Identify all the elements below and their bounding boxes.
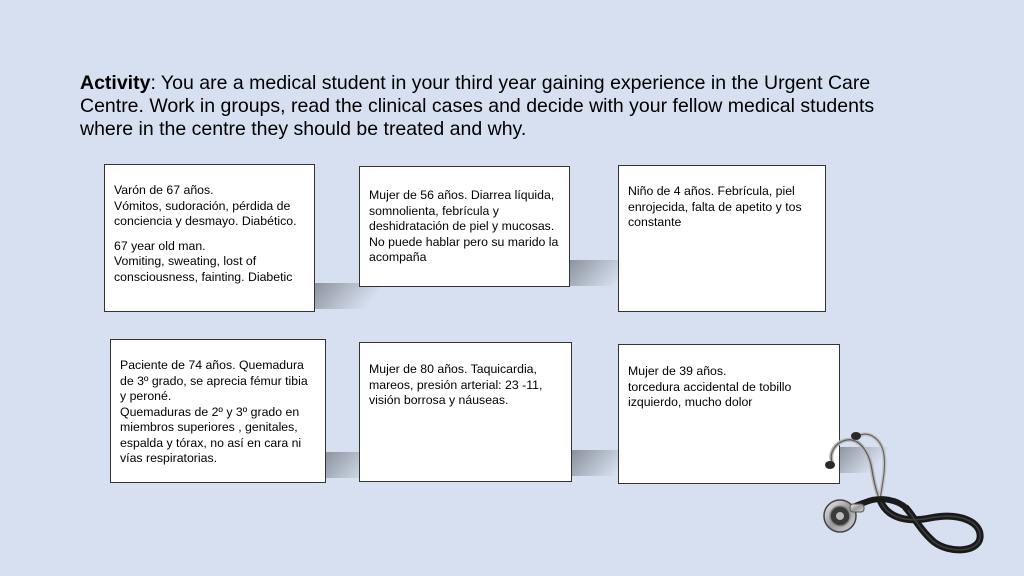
activity-instructions (80, 72, 920, 141)
case-card-2 (359, 166, 570, 287)
case-card-6 (618, 344, 840, 484)
case-card-4 (110, 339, 326, 483)
case-text: Niño de 4 años. Febrícula, piel enrojecida, falta de apetito y tos constante (628, 184, 802, 229)
case-text: Quemaduras de 2º y 3º grado en miembros superiores , genitales, espalda y tórax, no así en cara ni vías respiratorias. (120, 404, 302, 465)
case-text: Varón de 67 años. (114, 183, 214, 197)
activity-label: Activity (80, 72, 151, 94)
case-text: torcedura accidental de tobillo izquierdo, mucho dolor (628, 379, 792, 409)
case-text: Mujer de 39 años. (628, 364, 727, 378)
case-card-5 (359, 342, 572, 482)
case-text: Mujer de 56 años. Diarrea líquida, somnolienta, febrícula y deshidratación de piel y mucosas. No puede hablar pero su marido la acompaña (369, 188, 559, 264)
case-text-en: 67 year old man. (114, 238, 206, 253)
case-card-1 (104, 164, 315, 312)
activity-text: : You are a medical student in your third year gaining experience in the Urgent Care Centre. Work in groups, read the clinical cases and decide with your fellow medical students where in the centre they should be treated and why. (80, 72, 875, 140)
case-text-en: Vomiting, sweating, lost of consciousness, fainting. Diabetic (114, 254, 293, 284)
case-card-3 (618, 165, 826, 312)
case-text: Mujer de 80 años. Taquicardia, mareos, presión arterial: 23 -11, visión borrosa y náuseas. (369, 362, 543, 407)
stethoscope-icon (810, 430, 995, 560)
case-text: Paciente de 74 años. Quemadura de 3º grado, se aprecia fémur tibia y peroné. (120, 358, 308, 403)
case-text: Vómitos, sudoración, pérdida de conciencia y desmayo. Diabético. (114, 198, 297, 228)
